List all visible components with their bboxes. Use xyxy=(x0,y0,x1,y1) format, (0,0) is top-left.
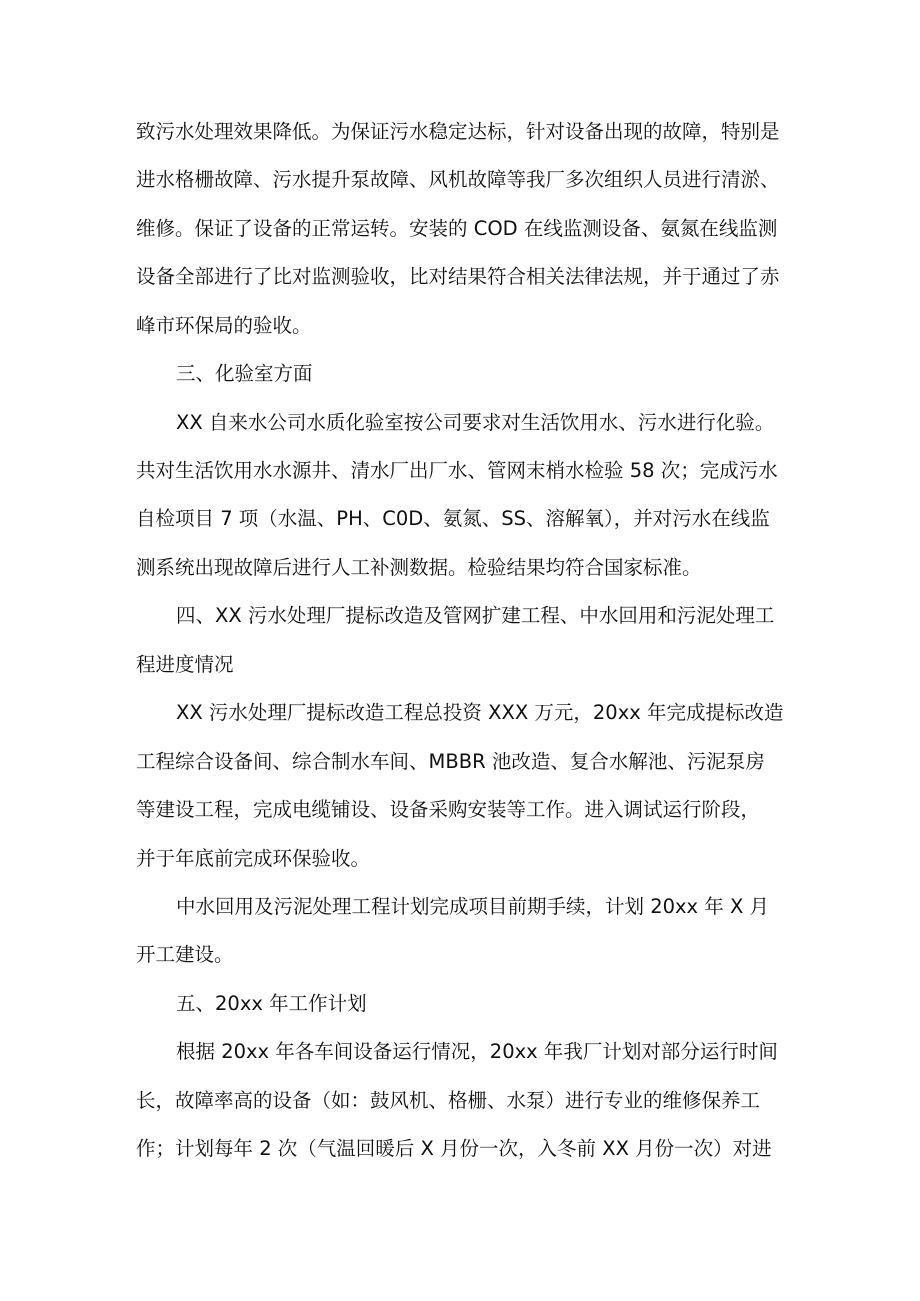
body-line: 设备全部进行了比对监测验收，比对结果符合相关法律法规，并于通过了赤 xyxy=(136,265,780,288)
body-line: 作；计划每年 2 次（气温回暖后 X 月份一次，入冬前 XX 月份一次）对进 xyxy=(136,1137,772,1160)
body-line: XX 自来水公司水质化验室按公司要求对生活饮用水、污水进行化验。 xyxy=(176,411,775,434)
body-line: 致污水处理效果降低。为保证污水稳定达标，针对设备出现的故障，特别是 xyxy=(136,120,780,143)
body-line: 测系统出现故障后进行人工补测数据。检验结果均符合国家标准。 xyxy=(136,556,702,579)
body-line: 峰市环保局的验收。 xyxy=(136,314,312,337)
body-line: 等建设工程，完成电缆铺设、设备采购安装等工作。进入调试运行阶段， xyxy=(136,798,761,821)
body-line: XX 污水处理厂提标改造工程总投资 XXX 万元，20xx 年完成提标改造 xyxy=(176,701,784,724)
body-line: 根据 20xx 年各车间设备运行情况，20xx 年我厂计划对部分运行时间 xyxy=(176,1040,778,1063)
body-line: 工程综合设备间、综合制水车间、MBBR 池改造、复合水解池、污泥泵房 xyxy=(136,750,765,773)
body-line: 维修。保证了设备的正常运转。安装的 COD 在线监测设备、氨氮在线监测 xyxy=(136,217,778,240)
body-line: 自检项目 7 项（水温、PH、C0D、氨氮、SS、溶解氧），并对污水在线监 xyxy=(136,507,770,530)
body-line: 并于年底前完成环保验收。 xyxy=(136,847,371,870)
body-line: 共对生活饮用水水源井、清水厂出厂水、管网末梢水检验 58 次；完成污水 xyxy=(136,459,778,482)
body-line: 进水格栅故障、污水提升泵故障、风机故障等我厂多次组织人员进行清淤、 xyxy=(136,168,780,191)
body-line: 中水回用及污泥处理工程计划完成项目前期手续，计划 20xx 年 X 月 xyxy=(176,895,770,918)
section-heading: 五、20xx 年工作计划 xyxy=(176,992,367,1015)
section-heading: 三、化验室方面 xyxy=(176,362,313,385)
section-heading: 四、XX 污水处理厂提标改造及管网扩建工程、中水回用和污泥处理工 xyxy=(176,604,775,627)
body-line: 开工建设。 xyxy=(136,943,234,966)
section-heading: 程进度情况 xyxy=(136,653,234,676)
body-line: 长，故障率高的设备（如：鼓风机、格栅、水泵）进行专业的维修保养工 xyxy=(136,1089,761,1112)
